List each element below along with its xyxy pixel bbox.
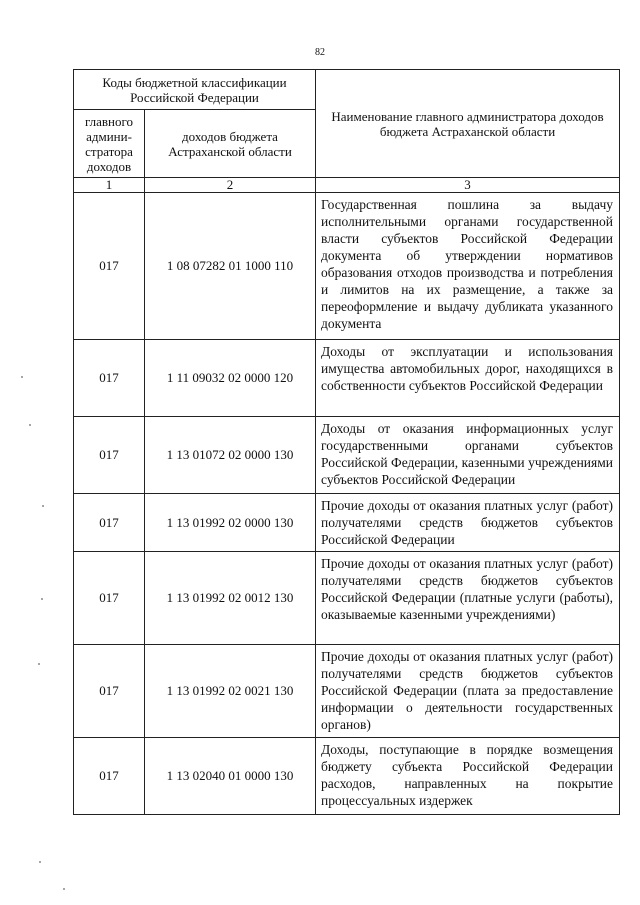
header-income-column: доходов бюджета Астраханской области xyxy=(145,110,316,178)
table-row xyxy=(74,417,620,494)
income-code-cell: 1 08 07282 01 1000 110 xyxy=(145,193,316,340)
admin-code-cell: 017 xyxy=(74,552,145,645)
column-number-2: 2 xyxy=(145,178,316,193)
scan-speck xyxy=(29,424,31,426)
column-number-1: 1 xyxy=(74,178,145,193)
scan-speck xyxy=(38,663,40,665)
scan-speck xyxy=(21,376,23,378)
header-name-column: Наименование главного администратора доходов бюджета Астраханской области xyxy=(316,70,620,178)
income-code-cell: 1 13 01992 02 0000 130 xyxy=(145,494,316,552)
income-code-cell: 1 13 01992 02 0021 130 xyxy=(145,645,316,738)
table-row xyxy=(74,193,620,340)
income-code-cell: 1 13 01992 02 0012 130 xyxy=(145,552,316,645)
table-row xyxy=(74,340,620,417)
admin-code-cell: 017 xyxy=(74,738,145,815)
admin-code-cell: 017 xyxy=(74,494,145,552)
admin-code-cell: 017 xyxy=(74,340,145,417)
income-name-cell: Прочие доходы от оказания платных услуг (работ) получателями средств бюджетов субъектов Российской Федерации (плата за предоставление информации о деятельности государственных органов) xyxy=(316,645,620,738)
header-row-group xyxy=(74,70,620,110)
income-name-cell: Доходы, поступающие в порядке возмещения бюджету субъекта Российской Федерации расходов, направленных на покрытие процессуальных издержек xyxy=(316,738,620,815)
income-code-cell: 1 11 09032 02 0000 120 xyxy=(145,340,316,417)
income-name-cell: Прочие доходы от оказания платных услуг (работ) получателями средств бюджетов субъектов Российской Федерации xyxy=(316,494,620,552)
table-row xyxy=(74,552,620,645)
income-name-cell: Доходы от оказания информационных услуг государственными органами субъектов Российской Федерации, казенными учреждениями субъектов Российской Федерации xyxy=(316,417,620,494)
table-row xyxy=(74,645,620,738)
scan-speck xyxy=(42,505,44,507)
table-row xyxy=(74,494,620,552)
income-code-cell: 1 13 01072 02 0000 130 xyxy=(145,417,316,494)
admin-code-cell: 017 xyxy=(74,417,145,494)
admin-code-cell: 017 xyxy=(74,193,145,340)
column-number-row xyxy=(74,178,620,193)
income-name-cell: Прочие доходы от оказания платных услуг (работ) получателями средств бюджетов субъектов Российской Федерации (платные услуги (работы), оказываемые казенными учреждениями) xyxy=(316,552,620,645)
table-row xyxy=(74,738,620,815)
page-number: 82 xyxy=(315,47,325,58)
admin-code-cell: 017 xyxy=(74,645,145,738)
income-code-cell: 1 13 02040 01 0000 130 xyxy=(145,738,316,815)
column-number-3: 3 xyxy=(316,178,620,193)
scan-speck xyxy=(41,598,43,600)
income-name-cell: Доходы от эксплуатации и использования имущества автомобильных дорог, находящихся в собственности субъектов Российской Федерации xyxy=(316,340,620,417)
income-name-cell: Государственная пошлина за выдачу исполнительными органами государственной власти субъектов Российской Федерации документа об утверждении нормативов образования отходов производства и потребления и лимитов на их размещение, а также за переоформление и выдачу дубликата указанного документа xyxy=(316,193,620,340)
scan-speck xyxy=(63,888,65,890)
header-codes-group: Коды бюджетной классификации Российской Федерации xyxy=(74,70,316,110)
scan-speck xyxy=(39,861,41,863)
header-admin-column: главного админи-стратора доходов xyxy=(74,110,145,178)
budget-classification-table xyxy=(73,69,620,815)
